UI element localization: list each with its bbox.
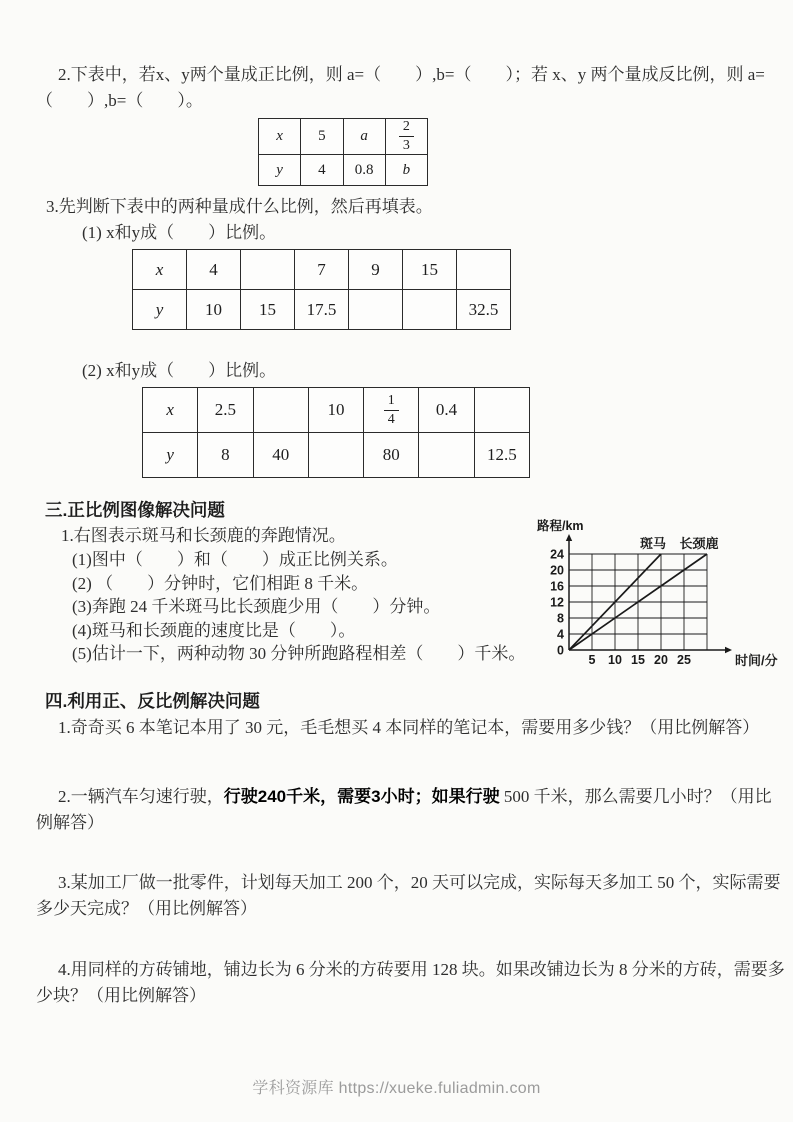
table-cell: 0.8 (343, 155, 385, 186)
table-row (259, 119, 428, 155)
sec3-item-4: (4)斑马和长颈鹿的速度比是（ ）。 (72, 620, 356, 640)
table-cell (349, 290, 403, 330)
series-label: 斑马 (639, 536, 667, 552)
q3-table-2 (142, 387, 530, 478)
table-cell: 8 (198, 433, 253, 478)
table-cell: 5 (301, 119, 343, 155)
table-row (133, 250, 511, 290)
fraction-value: $\frac{2}{3}$ (399, 119, 414, 154)
x-tick-label: 10 (608, 653, 622, 668)
table-cell: x (143, 388, 198, 433)
chart-svg (527, 514, 785, 676)
x-tick-label: 25 (677, 653, 691, 668)
x-tick-label: 15 (631, 653, 645, 668)
table-cell: 40 (253, 433, 308, 478)
section-3-body (36, 519, 785, 681)
series-label: 长颈鹿 (679, 536, 719, 552)
sec3-item-3: (3)奔跑 24 千米斑马比长颈鹿少用（ ）分钟。 (72, 597, 441, 617)
table-cell: b (385, 155, 427, 186)
table-cell: 7 (295, 250, 349, 290)
fraction-value: $\frac{1}{4}$ (384, 393, 399, 428)
table-cell (419, 433, 474, 478)
table-cell (457, 250, 511, 290)
table-cell (308, 433, 363, 478)
sec3-intro: 1.右图表示斑马和长颈鹿的奔跑情况。 (61, 526, 346, 546)
table-cell: 17.5 (295, 290, 349, 330)
sec4-question-4: 4.用同样的方砖铺地，铺边长为 6 分米的方砖要用 128 块。如果改铺边长为 8 分米的方砖，需要多少块？（用比例解答） (36, 960, 785, 1006)
table-row (259, 155, 428, 186)
table-cell: 15 (403, 250, 457, 290)
table-cell: 4 (301, 155, 343, 186)
table-cell (253, 388, 308, 433)
sec4-question-1: 1.奇奇买 6 本笔记本用了 30 元，毛毛想买 4 本同样的笔记本，需要用多少钱？（用比例解答） (58, 718, 760, 738)
table-cell: 0.4 (419, 388, 474, 433)
sec3-item-5: (5)估计一下，两种动物 30 分钟所跑路程相差（ ）千米。 (72, 644, 526, 664)
table-row (133, 290, 511, 330)
sec4-question-2 (36, 784, 785, 836)
table-cell (474, 388, 529, 433)
sec4-q2-normal-end: 500 千米，那么需要几小时？（用比例解答） (36, 787, 772, 833)
table-cell: x (133, 250, 187, 290)
axis-arrow-icon (725, 647, 732, 653)
table-cell: 9 (349, 250, 403, 290)
table-cell: 2.5 (198, 388, 253, 433)
sec3-item-1: (1)图中（ ）和（ ）成正比例关系。 (72, 550, 398, 570)
footer-watermark: 学科资源库 https://xueke.fuliadmin.com (252, 1080, 541, 1097)
table-cell (241, 250, 295, 290)
running-distance-line-chart (527, 514, 785, 681)
table-cell (403, 290, 457, 330)
y-tick-label: 0 (557, 643, 564, 658)
q2-values-table (258, 118, 428, 186)
y-tick-label: 24 (550, 547, 564, 562)
table-row (143, 433, 530, 478)
q3-table-1 (132, 249, 511, 330)
y-axis-label: 路程/km (537, 519, 584, 534)
q3-part2-label: (2) x和y成（ ）比例。 (82, 361, 277, 381)
y-tick-label: 20 (550, 563, 564, 578)
y-tick-label: 4 (557, 627, 564, 642)
table-cell: y (259, 155, 301, 186)
table-cell: 4 (187, 250, 241, 290)
question-2-text: 2.下表中，若x、y两个量成正比例，则 a=（ ）,b=（ ）；若 x、y 两个量成反比例，则 a=（ ）,b=（ ）。 (36, 65, 765, 110)
y-tick-label: 16 (550, 579, 564, 594)
table-cell: 10 (187, 290, 241, 330)
y-tick-label: 8 (557, 611, 564, 626)
table-cell: y (143, 433, 198, 478)
table-cell: y (133, 290, 187, 330)
table-cell: x (259, 119, 301, 155)
axis-arrow-icon (566, 534, 572, 541)
sec4-q2-bold-segment: 行驶240千米，需要3小时；如果行驶 (223, 787, 500, 807)
sec3-item-2: (2) （ ）分钟时，它们相距 8 千米。 (72, 573, 369, 593)
q3-part1-label: (1) x和y成（ ）比例。 (82, 223, 277, 243)
section-3-heading: 三.正比例图像解决问题 (45, 500, 225, 521)
x-tick-label: 5 (588, 653, 596, 668)
x-tick-label: 20 (654, 653, 668, 668)
table-cell: 80 (364, 433, 419, 478)
table-cell: 32.5 (457, 290, 511, 330)
question-3-text: 3.先判断下表中的两种量成什么比例，然后再填表。 (46, 197, 433, 217)
section-3-questions (36, 523, 527, 666)
table-cell (364, 388, 419, 433)
y-tick-label: 12 (550, 595, 564, 610)
table-cell: 12.5 (474, 433, 529, 478)
sec4-q2-normal-start: 2.一辆汽车匀速行驶， (58, 787, 224, 807)
table-cell: 10 (308, 388, 363, 433)
table-cell: a (343, 119, 385, 155)
table-cell: 15 (241, 290, 295, 330)
table-cell (385, 119, 427, 155)
x-axis-label: 时间/分 (735, 653, 778, 669)
section-4-heading: 四.利用正、反比例解决问题 (45, 691, 260, 712)
sec4-question-3: 3.某加工厂做一批零件，计划每天加工 200 个，20 天可以完成，实际每天多加工 50 个，实际需要多少天完成？（用比例解答） (36, 873, 781, 919)
table-row (143, 388, 530, 433)
